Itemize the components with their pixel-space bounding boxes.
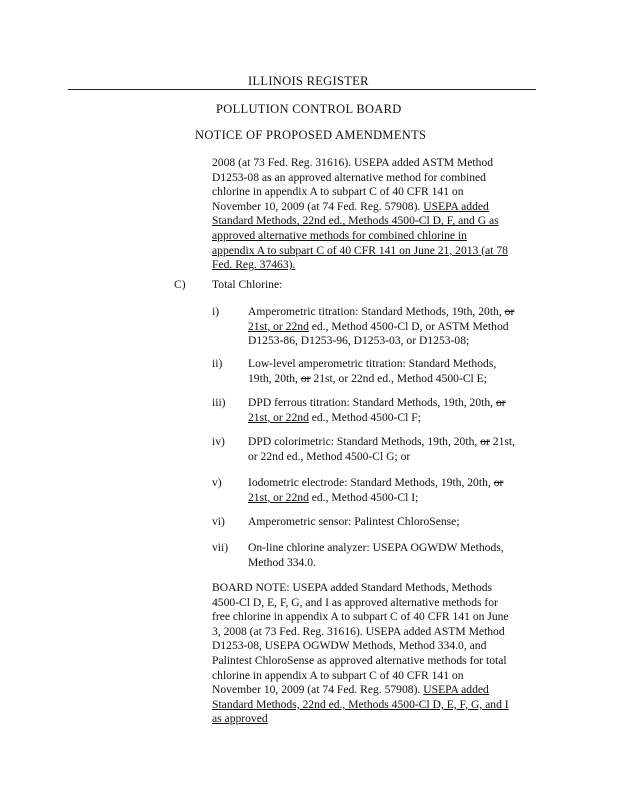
item-underlined-text: 21st, or 22nd [248, 410, 309, 424]
item-text-a: Low-level amperometric titration: Standard Methods, 19th, 20th, [248, 357, 497, 385]
item-struck-text: or [493, 476, 504, 489]
item-struck-text: or [480, 435, 490, 448]
item-number: iii) [212, 396, 226, 409]
section-label: C) [174, 278, 186, 291]
item-text-a: DPD ferrous titration: Standard Methods, 19th, 20th, [248, 396, 494, 409]
notice-title: NOTICE OF PROPOSED AMENDMENTS [195, 128, 427, 142]
item-text-b: ed., Method 4500-Cl I; [311, 490, 419, 504]
item-number: v) [212, 476, 222, 489]
section-title: Total Chlorine: [212, 278, 283, 291]
item-number: ii) [212, 357, 223, 370]
item-text-a: DPD colorimetric: Standard Methods, 19th, 20th, [248, 435, 478, 448]
intro-paragraph [212, 156, 512, 273]
register-title: ILLINOIS REGISTER [248, 74, 369, 88]
intro-underlined-text: USEPA added Standard Methods, 22nd ed., Methods 4500-Cl D, F, and G as approved alternative methods for combined chlorine in appendix A to subpart C of 40 CFR 141 on June 21, 2013 (at 78 Fed. Reg. 37463). [212, 199, 508, 272]
board-note [212, 581, 512, 727]
item-text-b: ed., Method 4500-Cl D, or ASTM Method D1253-86, D1253-96, D1253-03, or D1253-08; [248, 319, 509, 348]
item-text [248, 357, 518, 386]
item-number: vii) [212, 541, 229, 554]
item-underlined-text: 21st, or 22nd [248, 319, 309, 333]
item-text: Amperometric sensor: Palintest ChloroSense; [248, 515, 460, 528]
header-rule [68, 89, 536, 90]
item-text [248, 435, 518, 464]
item-text-a: Iodometric electrode: Standard Methods, 19th, 20th, [248, 476, 491, 489]
item-text-b: ed., Method 4500-Cl F; [311, 410, 421, 424]
intro-text: 2008 (at 73 Fed. Reg. 31616). USEPA added ASTM Method D1253-08 as an approved alternative method for combined chlorine in appendix A to subpart C of 40 CFR 141 on November 10, 2009 (at 74 Fed. Reg. 57908). [212, 156, 494, 213]
item-struck-text: or [495, 396, 506, 409]
item-number: iv) [212, 435, 225, 448]
item-struck-text: or [504, 305, 515, 318]
item-underlined-text: 21st, or 22nd [248, 490, 309, 504]
note-underlined-text: USEPA added Standard Methods, 22nd ed., Methods 4500-Cl D, E, F, G, and I as approved [212, 683, 509, 726]
item-number: vi) [212, 515, 225, 528]
item-text [248, 396, 518, 425]
item-text [248, 305, 518, 349]
item-struck-text: or [300, 371, 311, 385]
item-text-b: 21st, or 22nd ed., Method 4500-Cl G; or [248, 435, 515, 463]
note-text: BOARD NOTE: USEPA added Standard Methods, Methods 4500-Cl D, E, F, G, and I as approved alternative methods for free chlorine in appendix A to subpart C of 40 CFR 141 on June 3, 2008 (at 73 Fed. Reg. 31616). USEPA added ASTM Method D1253-08, USEPA OGWDW Methods, Method 334.0, and Palintest ChloroSense as approved alternative methods for total chlorine in appendix A to subpart C of 40 CFR 141 on November 10, 2009 (at 74 Fed. Reg. 57908). [212, 581, 509, 697]
item-text [248, 476, 518, 505]
board-title: POLLUTION CONTROL BOARD [216, 102, 402, 116]
item-number: i) [212, 305, 220, 318]
item-text: On-line chlorine analyzer: USEPA OGWDW Methods, Method 334.0. [248, 541, 504, 569]
item-text-b: 21st, or 22nd ed., Method 4500-Cl E; [313, 371, 487, 385]
item-text-a: Amperometric titration: Standard Methods, 19th, 20th, [248, 305, 502, 318]
